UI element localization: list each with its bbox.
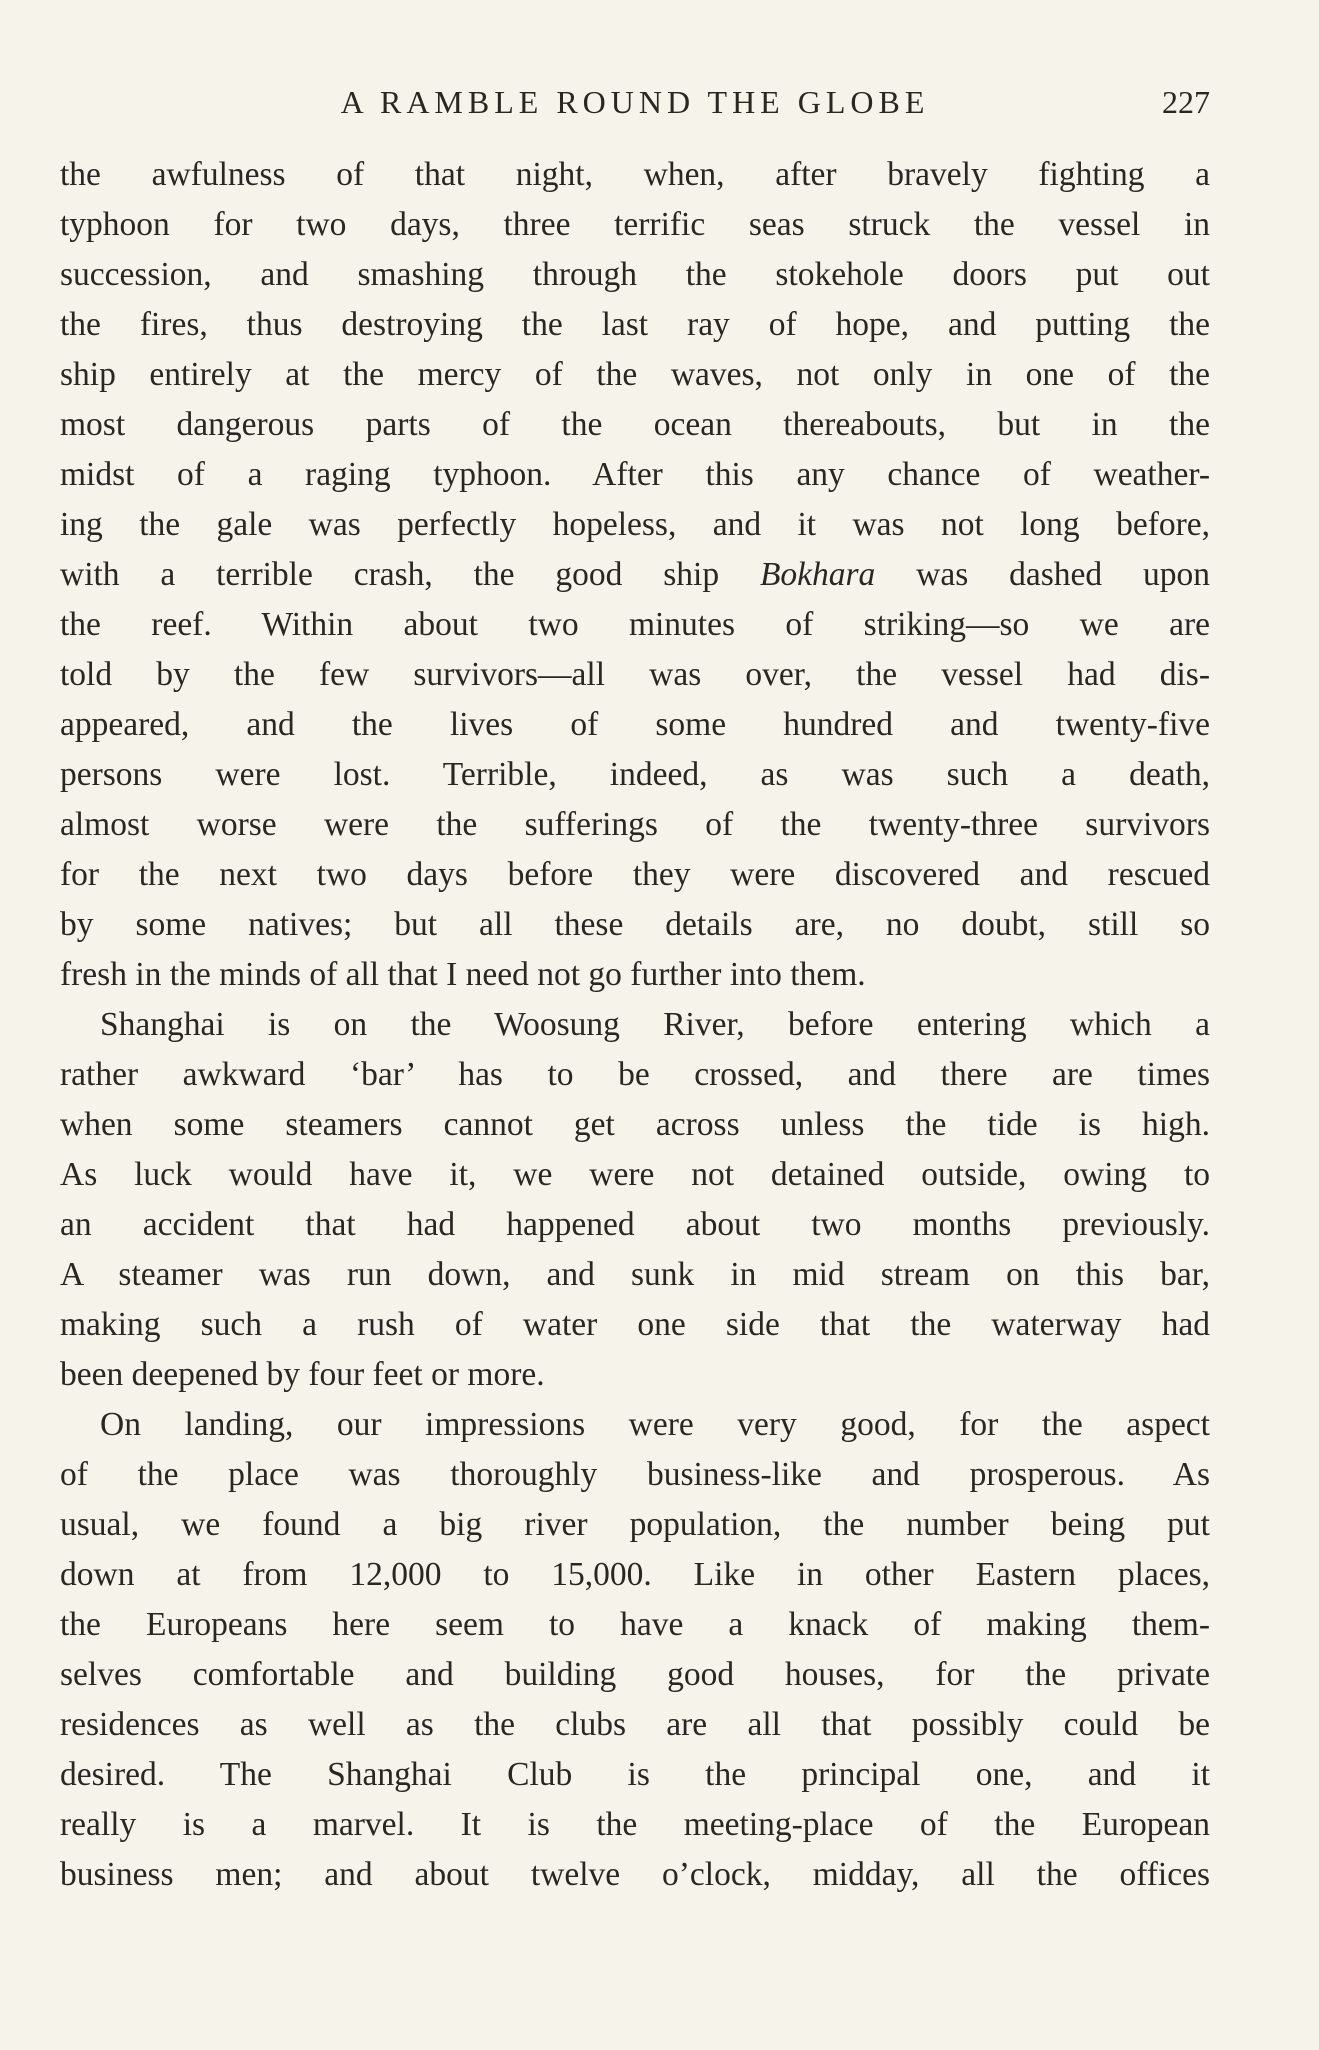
page-number: 227 bbox=[1162, 84, 1210, 120]
text-line: for the next two days before they were discovered and rescued bbox=[60, 856, 1210, 893]
text-line: business men; and about twelve o’clock, midday, all the offices bbox=[60, 1856, 1210, 1893]
text-line: usual, we found a big river population, the number being put bbox=[60, 1506, 1210, 1543]
text-line: appeared, and the lives of some hundred and twenty-five bbox=[60, 706, 1210, 743]
running-head: A RAMBLE ROUND THE GLOBE bbox=[340, 84, 930, 120]
text-line: desired. The Shanghai Club is the principal one, and it bbox=[60, 1756, 1210, 1793]
ship-name: Bokhara bbox=[759, 556, 876, 593]
text-line: told by the few survivors—all was over, the vessel had dis- bbox=[60, 656, 1210, 693]
text-line: succession, and smashing through the stokehole doors put out bbox=[60, 256, 1210, 293]
text-line: A steamer was run down, and sunk in mid stream on this bar, bbox=[60, 1256, 1210, 1293]
text-line: of the place was thoroughly business-like and prosperous. As bbox=[60, 1456, 1210, 1493]
text-line: fresh in the minds of all that I need not go further into them. bbox=[60, 956, 866, 993]
text-line: been deepened by four feet or more. bbox=[60, 1356, 545, 1393]
text-line: the fires, thus destroying the last ray of hope, and putting the bbox=[60, 306, 1210, 343]
text-line: making such a rush of water one side that the waterway had bbox=[60, 1306, 1210, 1343]
text-line: the Europeans here seem to have a knack of making them- bbox=[60, 1606, 1210, 1643]
text-line: an accident that had happened about two months previously. bbox=[60, 1206, 1210, 1243]
text-segment: with a terrible crash, the good ship bbox=[60, 556, 760, 593]
body-text bbox=[60, 150, 1210, 1900]
text-line: persons were lost. Terrible, indeed, as was such a death, bbox=[60, 756, 1210, 793]
page-header bbox=[60, 80, 1210, 124]
text-line: midst of a raging typhoon. After this any chance of weather- bbox=[60, 456, 1210, 493]
text-line: the awfulness of that night, when, after bravely fighting a bbox=[60, 156, 1210, 193]
text-line: selves comfortable and building good houses, for the private bbox=[60, 1656, 1210, 1693]
text-line: when some steamers cannot get across unless the tide is high. bbox=[60, 1106, 1210, 1143]
text-line: residences as well as the clubs are all that possibly could be bbox=[60, 1706, 1210, 1743]
text-line: the reef. Within about two minutes of striking—so we are bbox=[60, 606, 1210, 643]
text-line: typhoon for two days, three terrific seas struck the vessel in bbox=[60, 206, 1210, 243]
text-line: really is a marvel. It is the meeting-place of the European bbox=[60, 1806, 1210, 1843]
text-line: by some natives; but all these details are, no doubt, still so bbox=[60, 906, 1210, 943]
text-line: most dangerous parts of the ocean thereabouts, but in the bbox=[60, 406, 1210, 443]
text-line: On landing, our impressions were very good, for the aspect bbox=[100, 1406, 1210, 1443]
text-segment: was dashed upon bbox=[875, 556, 1210, 593]
text-line: ship entirely at the mercy of the waves, not only in one of the bbox=[60, 356, 1210, 393]
text-line: down at from 12,000 to 15,000. Like in other Eastern places, bbox=[60, 1556, 1210, 1593]
text-line: ing the gale was perfectly hopeless, and it was not long before, bbox=[60, 506, 1210, 543]
text-line: rather awkward ‘bar’ has to be crossed, and there are times bbox=[60, 1056, 1210, 1093]
text-line bbox=[60, 550, 1210, 600]
text-line: As luck would have it, we were not detained outside, owing to bbox=[60, 1156, 1210, 1193]
text-line: almost worse were the sufferings of the twenty-three survivors bbox=[60, 806, 1210, 843]
text-line: Shanghai is on the Woosung River, before entering which a bbox=[100, 1006, 1210, 1043]
